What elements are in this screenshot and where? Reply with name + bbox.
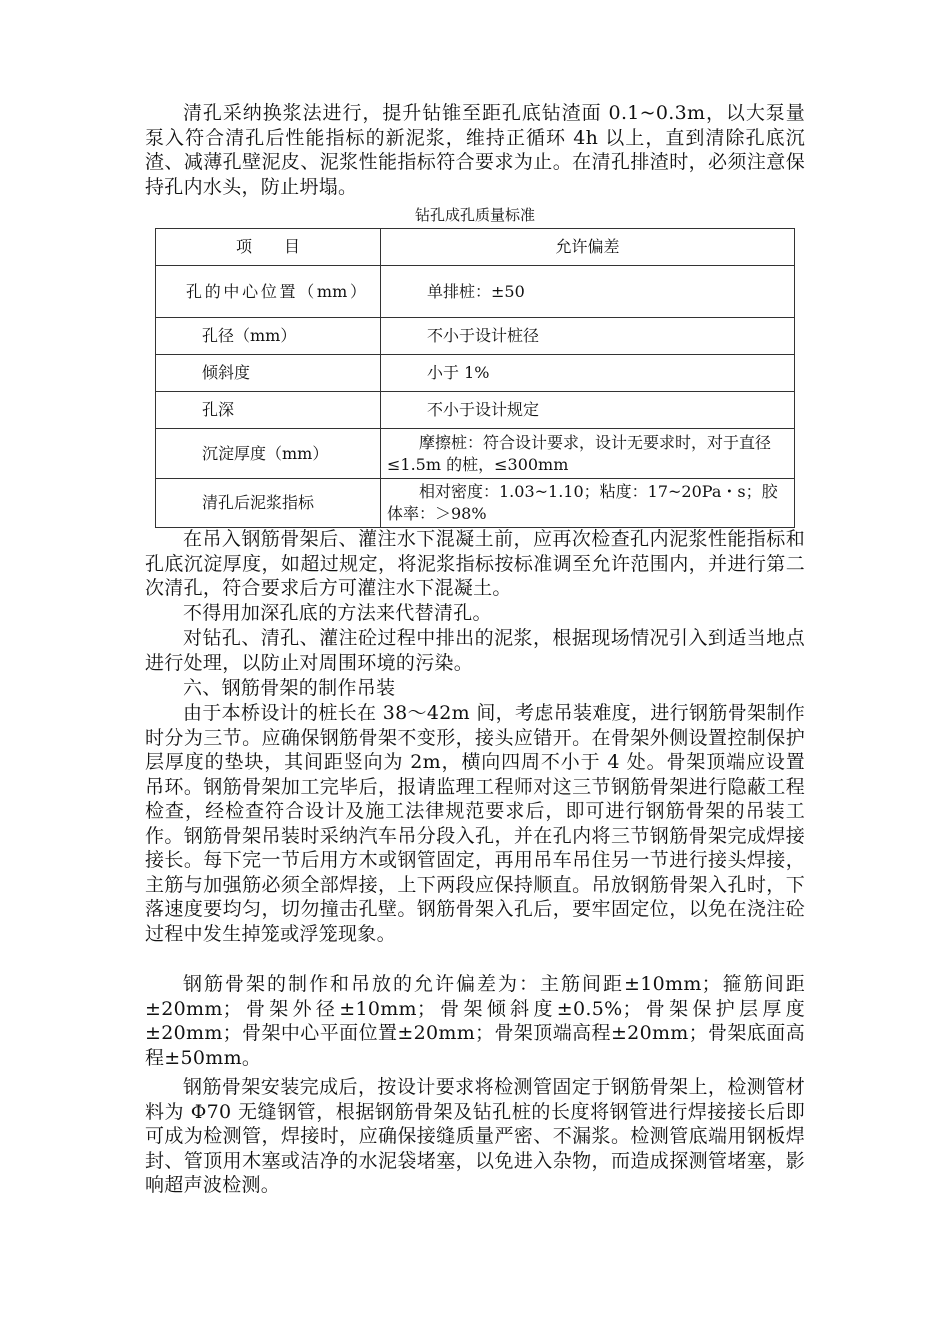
row-item: 孔的中心位置（mm） (156, 266, 381, 318)
paragraph-rebar-fabrication: 由于本桥设计的桩长在 38～42m 间，考虑吊装难度，进行钢筋骨架制作时分为三节。应确保钢筋骨架不变形，接头应错开。在骨架外侧设置控制保护层厚度的垫块，其间距竖向为 2m，横向四周不小于 4 处。骨架顶端应设置吊环。钢筋骨架加工完毕后，报请监理工程师对这三节钢筋骨架进行隐蔽工程检查，经检查符合设计及施工法律规范要求后，即可进行钢筋骨架的吊装工作。钢筋骨架吊装时采纳汽车吊分段入孔，并在孔内将三节钢筋骨架完成焊接接长。每下完一节后用方木或钢管固定，再用吊车吊住另一节进行接头焊接，主筋与加强筋必须全部焊接，上下两段应保持顺直。吊放钢筋骨架入孔时，下落速度要均匀，切勿撞击孔壁。钢筋骨架入孔后，要牢固定位，以免在浇注砼过程中发生掉笼或浮笼现象。 (145, 702, 805, 945)
row-item: 倾斜度 (156, 355, 381, 392)
row-value: 不小于设计桩径 (381, 318, 795, 355)
row-item: 沉淀厚度（mm） (156, 429, 381, 479)
header-tolerance: 允许偏差 (381, 229, 795, 266)
row-item: 孔深 (156, 392, 381, 429)
row-value: 相对密度：1.03~1.10；粘度：17~20Pa・s；胶体率：＞98% (381, 479, 795, 528)
paragraph-mud-disposal: 对钻孔、清孔、灌注砼过程中排出的泥浆，根据现场情况引入到适当地点进行处理，以防止对周围环境的污染。 (145, 627, 805, 674)
table-row (156, 392, 795, 429)
paragraph-tolerances: 钢筋骨架的制作和吊放的允许偏差为：主筋间距±10mm；箍筋间距±20mm；骨架外径±10mm；骨架倾斜度±0.5%；骨架保护层厚度±20mm；骨架中心平面位置±20mm；骨架顶端高程±20mm；骨架底面高程±50mm。 (145, 973, 805, 1069)
quality-standard-table (155, 228, 795, 528)
table-caption: 钻孔成孔质量标准 (414, 206, 535, 224)
table-header-row (156, 229, 795, 266)
table-row (156, 355, 795, 392)
table-row (156, 266, 795, 318)
table-row (156, 429, 795, 479)
paragraph-second-cleaning: 在吊入钢筋骨架后、灌注水下混凝土前，应再次检查孔内泥浆性能指标和孔底沉淀厚度，如超过规定，将泥浆指标按标准调至允许范围内，并进行第二次清孔，符合要求后方可灌注水下混凝土。 (145, 528, 805, 599)
row-value: 摩擦桩：符合设计要求，设计无要求时，对于直径≤1.5m 的桩，≤300mm (381, 429, 795, 479)
row-item: 清孔后泥浆指标 (156, 479, 381, 528)
paragraph-cleaning-method: 清孔采纳换浆法进行，提升钻锥至距孔底钻渣面 0.1~0.3m，以大泵量泵入符合清孔后性能指标的新泥浆，维持正循环 4h 以上，直到清除孔底沉渣、减薄孔壁泥皮、泥浆性能指标符合要求为止。在清孔排渣时，必须注意保持孔内水头，防止坍塌。 (145, 102, 805, 198)
paragraph-test-tubes: 钢筋骨架安装完成后，按设计要求将检测管固定于钢筋骨架上，检测管材料为 Φ70 无缝钢管，根据钢筋骨架及钻孔桩的长度将钢管进行焊接接长后即可成为检测管，焊接时，应确保接缝质量严密、不漏浆。检测管底端用钢板焊封、管顶用木塞或洁净的水泥袋堵塞，以免进入杂物，而造成探测管堵塞，影响超声波检测。 (145, 1076, 805, 1196)
table-row (156, 479, 795, 528)
table-row (156, 318, 795, 355)
row-value: 单排桩：±50 (381, 266, 795, 318)
row-item: 孔径（mm） (156, 318, 381, 355)
paragraph-no-deepening: 不得用加深孔底的方法来代替清孔。 (183, 602, 492, 624)
section-heading-rebar-cage: 六、钢筋骨架的制作吊装 (183, 677, 396, 699)
header-item: 项 目 (156, 229, 381, 266)
row-value: 小于 1% (381, 355, 795, 392)
row-value: 不小于设计规定 (381, 392, 795, 429)
